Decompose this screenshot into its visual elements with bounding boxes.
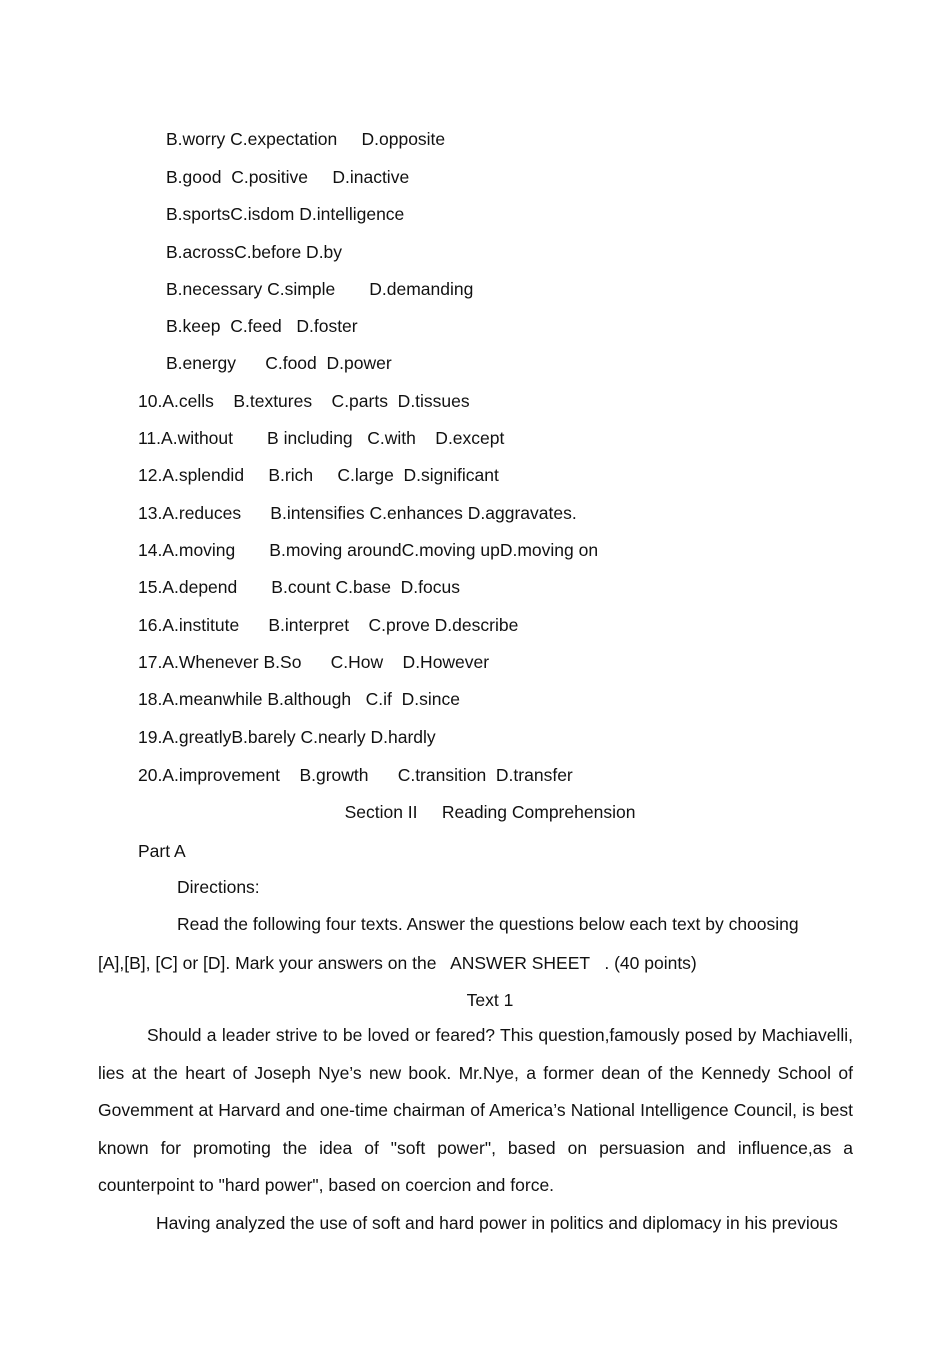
question-10: 10.A.cells B.textures C.parts D.tissues (138, 391, 470, 411)
option-line-4: B.good C.positive D.inactive (166, 167, 410, 187)
question-19: 19.A.greatlyB.barely C.nearly D.hardly (138, 727, 436, 747)
directions-label: Directions: (177, 877, 260, 897)
question-12: 12.A.splendid B.rich C.large D.significant (138, 465, 499, 485)
text-title: Text 1 (466, 990, 514, 1010)
directions-text-line-2: [A],[B], [C] or [D]. Mark your answers on the ANSWER SHEET . (40 points) (98, 953, 697, 973)
question-11: 11.A.without B including C.with D.except (138, 428, 505, 448)
part-label: Part A (138, 841, 186, 861)
section-heading: Section II Reading Comprehension (344, 802, 636, 822)
paragraph-2: Having analyzed the use of soft and hard power in politics and diplomacy in his previous (156, 1212, 838, 1233)
paragraph-1: Should a leader strive to be loved or feared? This question,famously posed by Machiavelli, lies at the heart of Joseph Nye’s new book. Mr.Nye, a former dean of the Kennedy School of Govemment at Harvard and one-time chairman of America’s National Intelligence Council, is best known for promoting the idea of "soft power", based on persuasion and influence,as a counterpoint to "hard power", based on coercion and force. (98, 1025, 853, 1195)
question-15: 15.A.depend B.count C.base D.focus (138, 577, 460, 597)
option-line-9: B.energy C.food D.power (166, 353, 392, 373)
option-line-5: B.sportsC.isdom D.intelligence (166, 204, 405, 224)
question-20: 20.A.improvement B.growth C.transition D.transfer (138, 765, 573, 785)
question-17: 17.A.Whenever B.So C.How D.However (138, 652, 490, 672)
option-line-7: B.necessary C.simple D.demanding (166, 279, 474, 299)
option-line-3: B.worry C.expectation D.opposite (166, 129, 446, 149)
question-13: 13.A.reduces B.intensifies C.enhances D.aggravates. (138, 503, 577, 523)
option-line-6: B.acrossC.before D.by (166, 242, 343, 262)
directions-text-line-1: Read the following four texts. Answer the questions below each text by choosing (177, 914, 799, 934)
text-1-body (98, 1017, 853, 1242)
question-18: 18.A.meanwhile B.although C.if D.since (138, 689, 460, 709)
question-14: 14.A.moving B.moving aroundC.moving upD.moving on (138, 540, 599, 560)
question-16: 16.A.institute B.interpret C.prove D.describe (138, 615, 519, 635)
option-line-8: B.keep C.feed D.foster (166, 316, 358, 336)
